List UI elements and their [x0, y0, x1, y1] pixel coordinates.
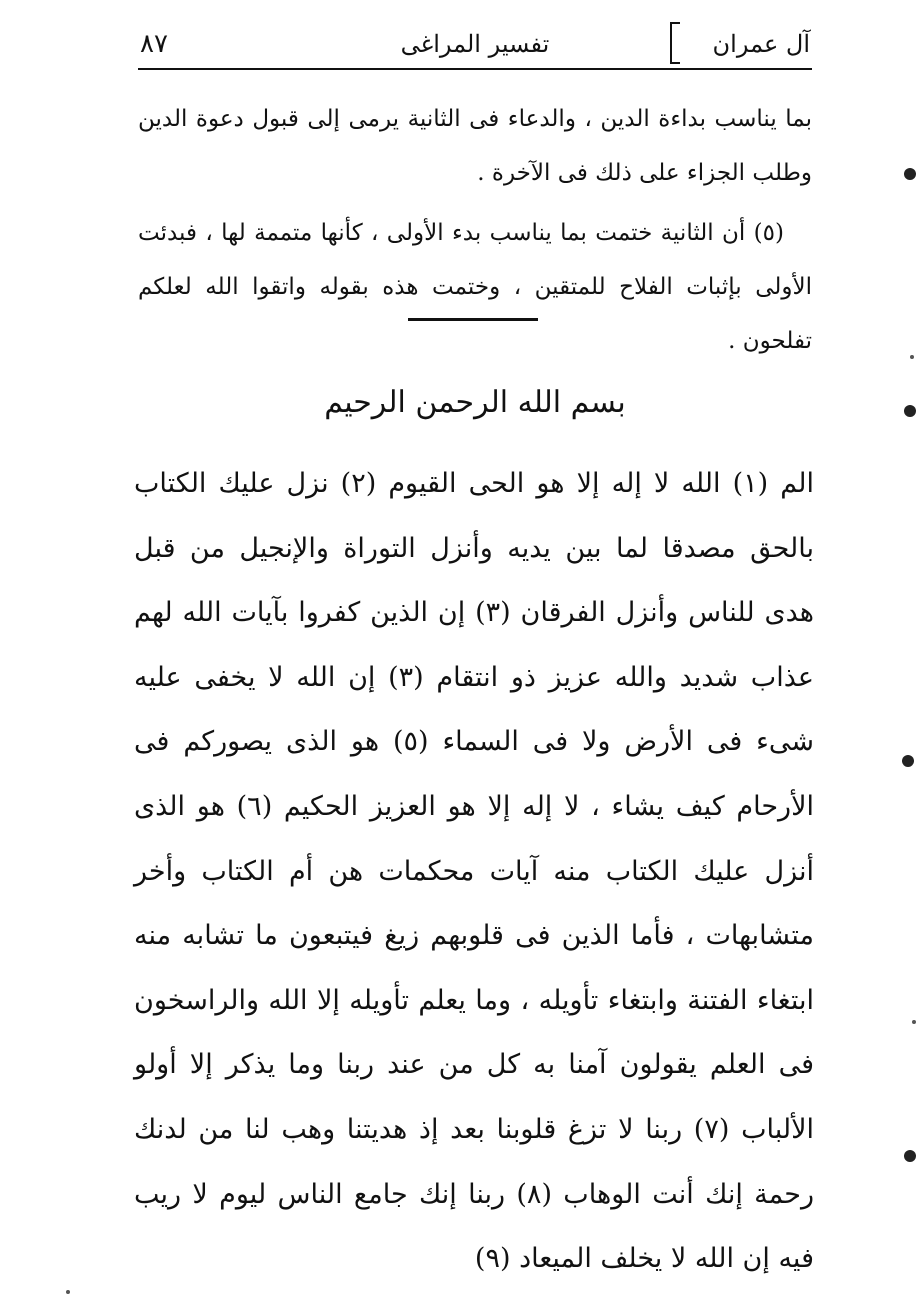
- scan-speck: [910, 355, 914, 359]
- scan-mark: [904, 168, 916, 180]
- surah-name: آل عمران: [712, 30, 810, 58]
- header-rule: [138, 68, 812, 70]
- section-separator: [408, 318, 538, 321]
- verses-paragraph: الم (١) الله لا إله إلا هو الحى القيوم (٢) نزل عليك الكتاب بالحق مصدقا لما بين يديه وأنزل التوراة والإنجيل من قبل هدى للناس وأنزل الفرقان (٣) إن الذين كفروا بآيات الله لهم عذاب شديد والله عزيز ذو انتقام (٣) إن الله لا يخفى عليه شىء فى الأرض ولا فى السماء (٥) هو الذى يصوركم فى الأرحام كيف يشاء ، لا إله إلا هو العزيز الحكيم (٦) هو الذى أنزل عليك الكتاب منه آيات محكمات هن أم الكتاب وأخر متشابهات ، فأما الذين فى قلوبهم زيغ فيتبعون ما تشابه منه ابتغاء الفتنة وابتغاء تأويله ، وما يعلم تأويله إلا الله والراسخون فى العلم يقولون آمنا به كل من عند ربنا وما يذكر إلا أولو الألباب (٧) ربنا لا تزغ قلوبنا بعد إذ هديتنا وهب لنا من لدنك رحمة إنك أنت الوهاب (٨) ربنا إنك جامع الناس ليوم لا ريب فيه إن الله لا يخلف الميعاد (٩): [134, 468, 814, 1275]
- scan-speck: [912, 1020, 916, 1024]
- quran-verses: [134, 452, 814, 1292]
- scan-mark: [904, 1150, 916, 1162]
- scan-mark: [902, 755, 914, 767]
- commentary-paragraph: بما يناسب بداءة الدين ، والدعاء فى الثانية يرمى إلى قبول دعوة الدين وطلب الجزاء على ذلك فى الآخرة .: [138, 106, 812, 186]
- commentary-text: [138, 92, 812, 368]
- scan-mark: [904, 405, 916, 417]
- book-title: تفسير المراغى: [400, 30, 550, 58]
- scan-speck: [66, 1290, 70, 1294]
- page-number: ٨٧: [140, 29, 168, 59]
- basmala: بسم الله الرحمن الرحيم: [324, 385, 626, 420]
- page-header: [140, 22, 810, 66]
- commentary-paragraph: (٥) أن الثانية ختمت بما يناسب بدء الأولى ، كأنها متممة لها ، فبدئت الأولى بإثبات الفلاح للمتقين ، وختمت هذه بقوله واتقوا الله لعلكم تفلحون .: [138, 220, 812, 354]
